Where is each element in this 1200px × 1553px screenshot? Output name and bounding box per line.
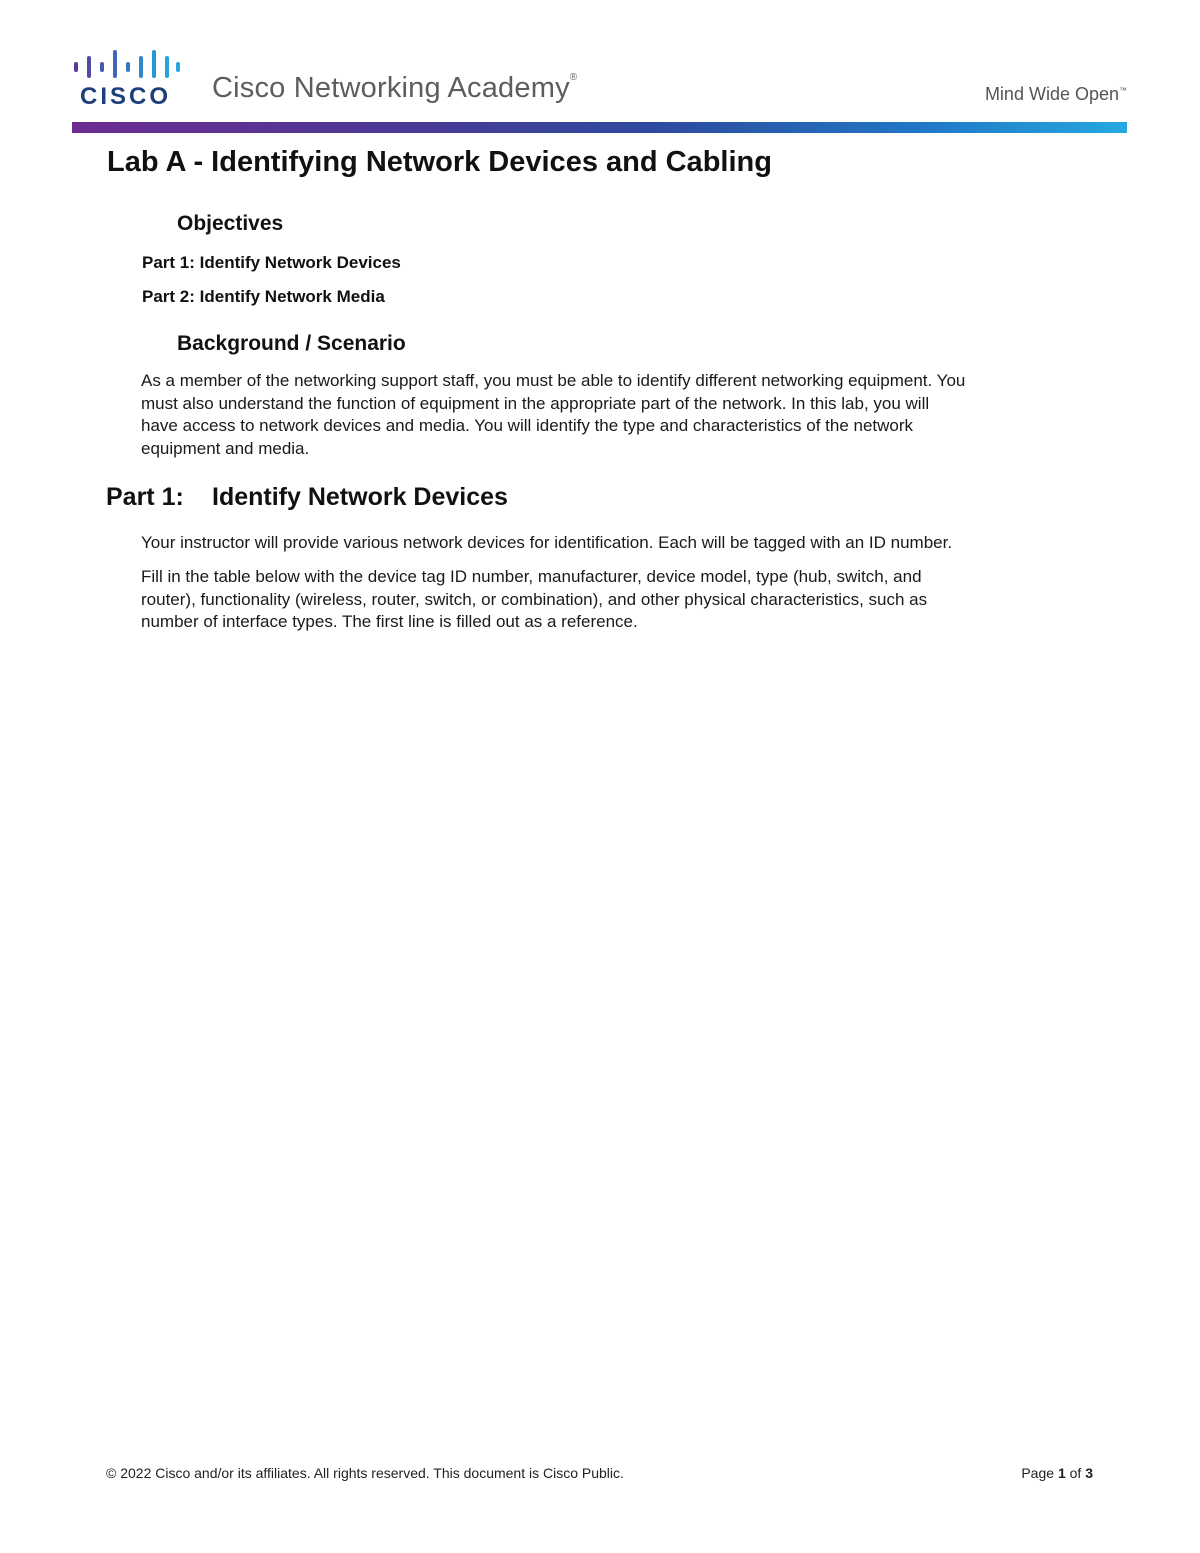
cisco-wordmark: CISCO — [80, 83, 172, 106]
part1-para2-line-2: router), functionality (wireless, router, switch, or combination), and other physical characteristics, such as — [141, 589, 928, 609]
page-label: Page — [1021, 1465, 1055, 1481]
trademark-mark: ™ — [1119, 86, 1127, 95]
part1-paragraph-2 — [141, 566, 1101, 634]
background-line-4: equipment and media. — [141, 438, 310, 458]
cisco-bridge-icon — [74, 50, 180, 78]
background-line-3: have access to network devices and media. You will identify the type and characteristics of the network — [141, 416, 914, 435]
objective-item-part2: Part 2: Identify Network Media — [142, 287, 385, 306]
tagline-text: Mind Wide Open — [984, 84, 1119, 104]
academy-name — [212, 72, 577, 105]
part1-title: Identify Network Devices — [212, 483, 508, 511]
objectives-heading: Objectives — [177, 212, 284, 235]
part1-para2-line-1: Fill in the table below with the device tag ID number, manufacturer, device model, type (hub, switch, and — [141, 567, 922, 586]
objective-item-part1: Part 1: Identify Network Devices — [142, 253, 401, 272]
part1-para2-line-3: number of interface types. The first line is filled out as a reference. — [141, 612, 638, 631]
academy-name-text: Cisco Networking Academy — [212, 72, 570, 104]
background-heading: Background / Scenario — [177, 332, 406, 355]
background-paragraph — [141, 370, 1101, 460]
header-gradient-bar — [72, 122, 1127, 133]
page-current: 1 — [1057, 1465, 1066, 1481]
part1-paragraph-1: Your instructor will provide various network devices for identification. Each will be tagged with an ID number. — [141, 533, 953, 552]
page-total: 3 — [1085, 1465, 1093, 1481]
background-line-2: must also understand the function of equipment in the appropriate part of the network. In this lab, you will — [141, 393, 930, 413]
part1-number: Part 1: — [106, 483, 184, 511]
footer-page-number — [1021, 1465, 1093, 1481]
part1-heading — [106, 483, 508, 512]
tagline — [985, 84, 1127, 105]
registered-mark: ® — [569, 72, 578, 84]
background-line-1: As a member of the networking support staff, you must be able to identify different networking equipment. You — [141, 371, 966, 390]
document-title: Lab A - Identifying Network Devices and Cabling — [107, 146, 772, 178]
page-header — [72, 40, 1127, 135]
cisco-logo — [72, 46, 182, 106]
page-of: of — [1069, 1465, 1082, 1481]
footer-copyright: © 2022 Cisco and/or its affiliates. All rights reserved. This document is Cisco Public. — [106, 1465, 624, 1481]
